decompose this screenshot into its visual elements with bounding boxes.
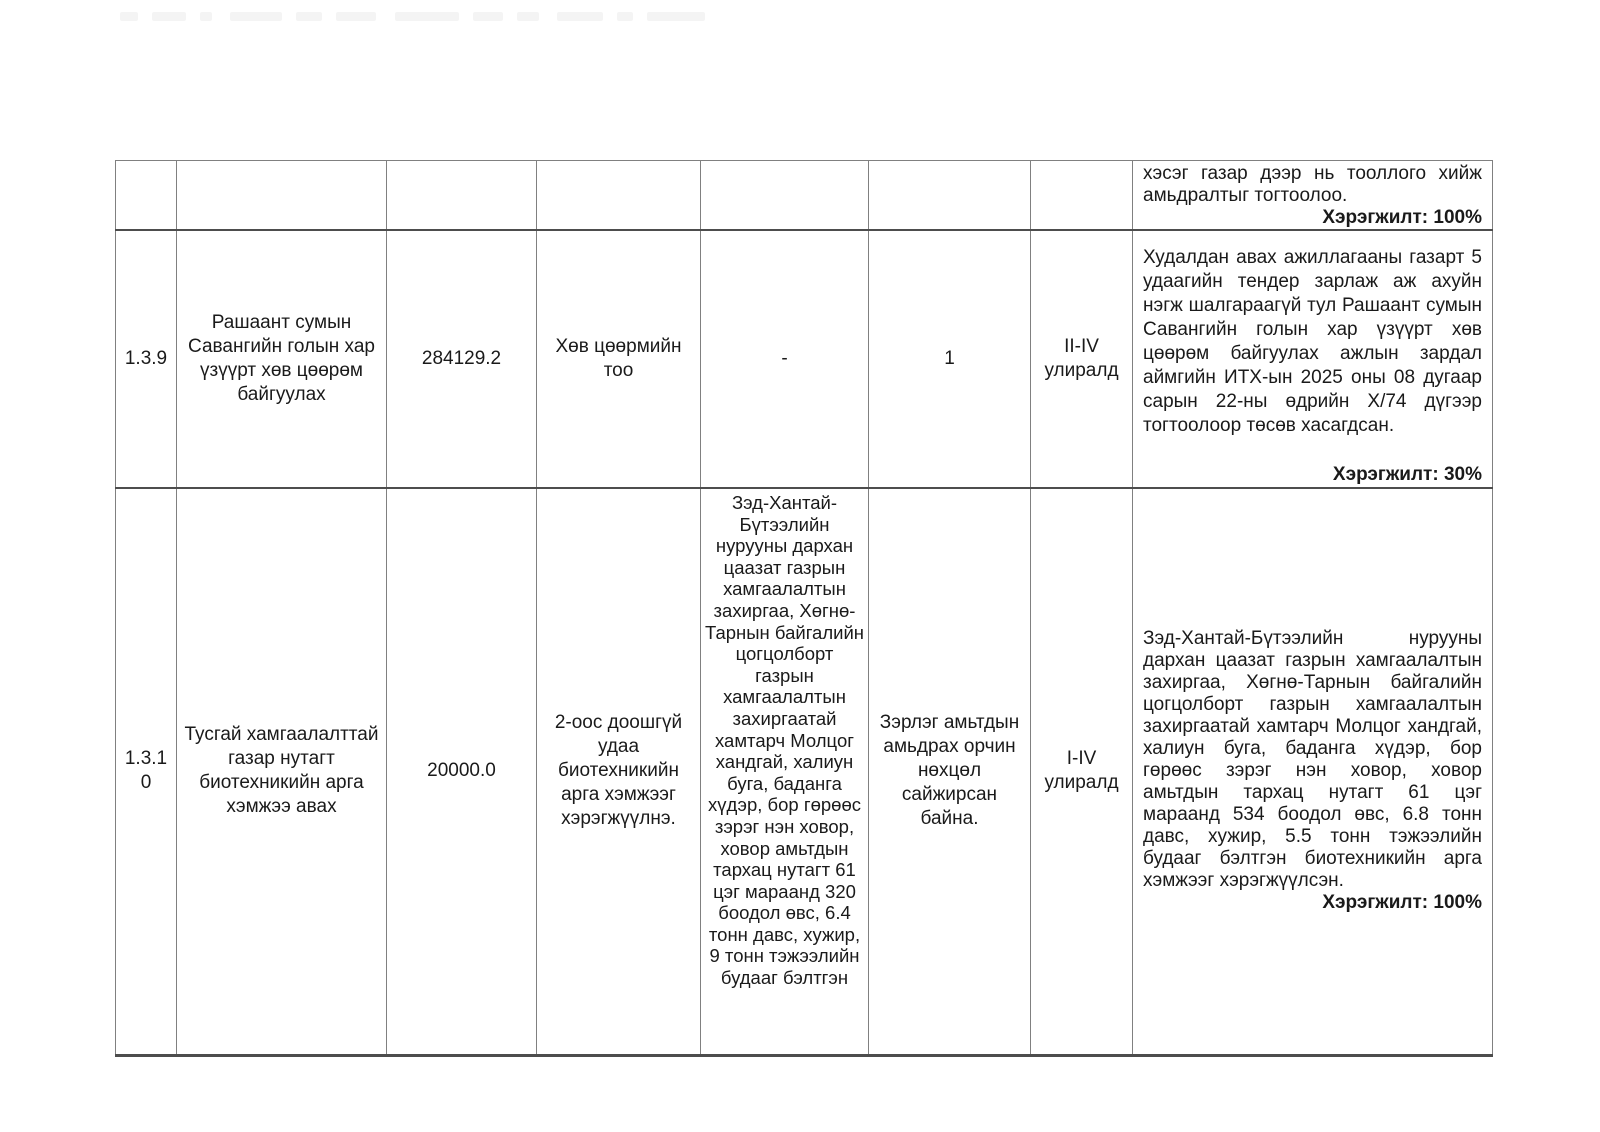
- empty-criteria-cell: [701, 161, 869, 231]
- table-row-1-3-9: [116, 230, 1493, 488]
- empty-indicator-cell: [537, 161, 701, 231]
- indicator-cell: Хөв цөөрмийн тоо: [537, 230, 701, 488]
- quarter-cell: II-IV улиралд: [1031, 230, 1133, 488]
- implementation-cell: [1133, 161, 1493, 231]
- indicator-cell: 2-оос доошгүй удаа биотехникийн арга хэмжээг хэрэгжүүлнэ.: [537, 488, 701, 1055]
- work-plan-table: [115, 160, 1493, 1057]
- implementation-cell: [1133, 230, 1493, 488]
- implementation-text: Зэд-Хантай-Бүтээлийн нурууны дархан цаазат газрын хамгаалалтын захиргаа, Хөгнө-Тарнын байгалийн цогцолборт газрын хамгаалалтын захиргаатай хамтарч Молцог хандгай, халиун буга, баданга хүдэр, бор гөрөөс зэрэг нэн ховор, ховор амьтдын тархац нутагт 61 цэг мараанд 534 боодол өвс, 6.8 тонн давс, хужир, 5.5 тонн тэжээлийн будааг бэлтгэн биотехникийн арга хэмжээг хэрэгжүүлсэн.: [1143, 628, 1482, 892]
- table-row-1-3-10: [116, 488, 1493, 1055]
- table-row-continuation: [116, 161, 1493, 231]
- activity-cell: Рашаант сумын Савангийн голын хар үзүүрт хөв цөөрөм байгуулах: [177, 230, 387, 488]
- implementation-status: Хэрэгжилт: 100%: [1322, 207, 1482, 228]
- outcome-cell: 1: [869, 230, 1031, 488]
- index-cell: 1.3.10: [116, 488, 177, 1055]
- empty-activity-cell: [177, 161, 387, 231]
- activity-cell: Тусгай хамгаалалттай газар нутагт биотехникийн арга хэмжээ авах: [177, 488, 387, 1055]
- criteria-cell: Зэд-Хантай-Бүтээлийн нурууны дархан цаазат газрын хамгаалалтын захиргаа, Хөгнө-Тарнын байгалийн цогцолборт газрын хамгаалалтын захиргаатай хамтарч Молцог хандгай, халиун буга, баданга хүдэр, бор гөрөөс зэрэг нэн ховор, ховор амьтдын тархац нутагт 61 цэг мараанд 320 боодол өвс, 6.4 тонн давс, хужир, 9 тонн тэжээлийн будааг бэлтгэн: [701, 488, 869, 1055]
- criteria-cell: -: [701, 230, 869, 488]
- implementation-cell: [1133, 488, 1493, 1055]
- empty-index-cell: [116, 161, 177, 231]
- empty-outcome-cell: [869, 161, 1031, 231]
- quarter-cell: I-IV улиралд: [1031, 488, 1133, 1055]
- empty-budget-cell: [387, 161, 537, 231]
- faded-print-artifact: [120, 12, 1080, 24]
- implementation-status: Хэрэгжилт: 30%: [1332, 464, 1482, 485]
- budget-cell: 284129.2: [387, 230, 537, 488]
- implementation-continuation-text: хэсэг газар дээр нь тооллого хийж амьдралтыг тогтоолоо.: [1143, 163, 1482, 206]
- implementation-status: Хэрэгжилт: 100%: [1322, 892, 1482, 914]
- outcome-cell: Зэрлэг амьтдын амьдрах орчин нөхцөл сайжирсан байна.: [869, 488, 1031, 1055]
- budget-cell: 20000.0: [387, 488, 537, 1055]
- index-cell: 1.3.9: [116, 230, 177, 488]
- implementation-text: Худалдан авах ажиллагааны газарт 5 удаагийн тендер зарлаж аж ахуйн нэгж шалгараагүй тул Рашаант сумын Савангийн голын хар үзүүрт хөв цөөрөм байгуулах ажлын зардал аймгийн ИТХ-ын 2025 оны 08 дугаар сарын 22-ны өдрийн Х/74 дүгээр тогтоолоор төсөв хасагдсан.: [1143, 247, 1482, 436]
- empty-quarter-cell: [1031, 161, 1133, 231]
